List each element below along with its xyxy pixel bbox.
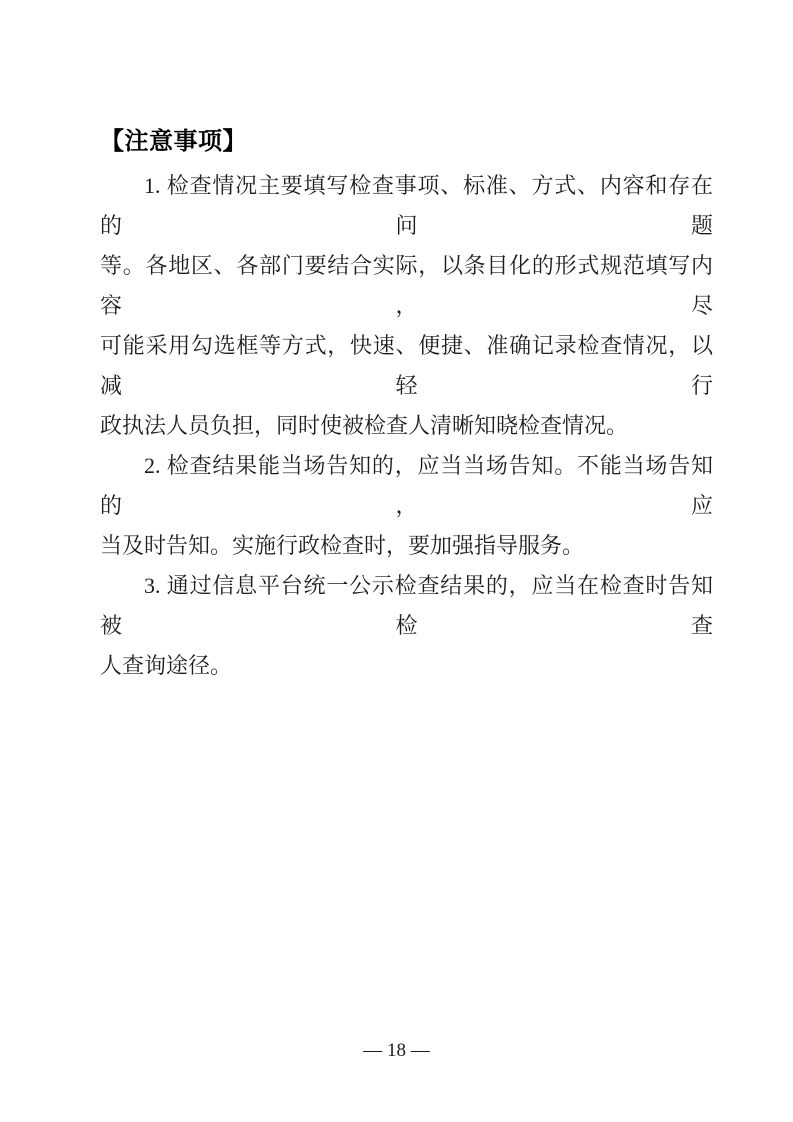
paragraph-1-line-3: 可能采用勾选框等方式，快速、便捷、准确记录检查情况，以减轻行 (100, 333, 713, 398)
paragraph-3-line-1: 3. 通过信息平台统一公示检查结果的，应当在检查时告知被检查 (100, 573, 713, 638)
page-number: — 18 — (363, 1040, 430, 1061)
paragraph-3 (100, 566, 713, 686)
paragraph-1 (100, 166, 713, 446)
paragraph-2 (100, 446, 713, 566)
paragraph-2-line-1: 2. 检查结果能当场告知的，应当当场告知。不能当场告知的，应 (100, 453, 713, 518)
paragraph-2-line-2: 当及时告知。实施行政检查时，要加强指导服务。 (100, 533, 585, 558)
section-heading: 【注意事项】 (100, 128, 247, 155)
paragraph-1-line-1: 1. 检查情况主要填写检查事项、标准、方式、内容和存在的问题 (100, 173, 713, 238)
paragraph-3-line-2: 人查询途径。 (100, 653, 233, 678)
paragraph-1-line-4: 政执法人员负担，同时使被检查人清晰知晓检查情况。 (100, 413, 629, 438)
paragraph-1-line-2: 等。各地区、各部门要结合实际，以条目化的形式规范填写内容，尽 (100, 253, 713, 318)
document-content (100, 122, 713, 686)
